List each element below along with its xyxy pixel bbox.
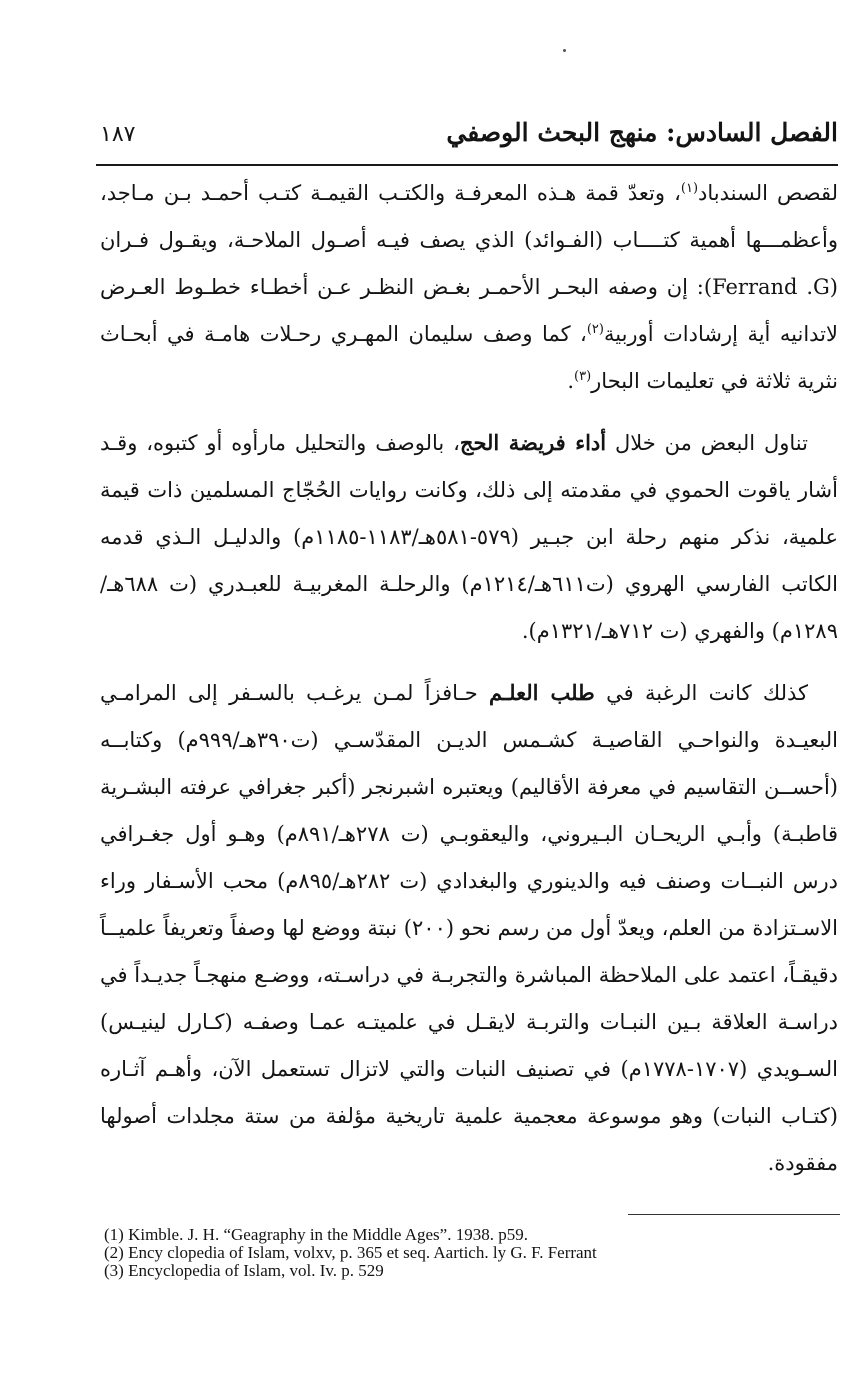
- paragraph-1-text-b: ، وتعدّ قمة هـذه المعرفـة والكتـب القيمـة كتـب أحمـد بـن مـاجد، وأعظمـــها أهمية كتــــاب (الفـوائد) الذي يصف فيـه أصـول الملاحـة، ويقـول فـران (Ferrand .G): إن وصفه البحـر الأحمـر بغـض النظـر عـن أخطـاء خطـوط العـرض لاتدانيه أية إرشادات أوربية: [100, 181, 838, 346]
- footnote-3: (3) Encyclopedia of Islam, vol. Iv. p. 529: [104, 1261, 384, 1280]
- paragraph-3: [100, 669, 838, 1187]
- footnote-ref-3: (٣): [574, 369, 592, 384]
- scan-speck: [563, 49, 566, 52]
- paragraph-2-text-b: ، بالوصف والتحليل مارأوه أو كتبوه، وقـد أشار ياقوت الحموي في مقدمته إلى ذلك، وكانت روايات الحُجّاج المسلمين ذات قيمة علمية، نذكر منهم رحلة ابن جبـير (٥٧٩-٥٨١هـ/١١٨٣-١١٨٥م) والدليـل الـذي قدمه الكاتب الفارسي الهروي (ت٦١١هـ/١٢١٤م) والرحلـة المغربيـة للعبـدري (ت ٦٨٨هـ/١٢٨٩م) والفهري (ت ٧١٢هـ/١٣٢١م).: [100, 431, 839, 643]
- running-head: [96, 118, 838, 164]
- paragraph-2: [100, 419, 838, 655]
- paragraph-1-text-c: ، كما وصف سليمان المهـري رحـلات هامـة في أبحـاث نثرية ثلاثة في تعليمات البحار: [100, 322, 838, 393]
- header-rule: [96, 164, 838, 166]
- footnote-2: (2) Ency clopedia of Islam, volxv, p. 365 et seq. Aartich. ly G. F. Ferrant: [104, 1243, 597, 1262]
- paragraph-2-bold-term: أداء فريضة الحج: [459, 430, 607, 455]
- footnotes: [104, 1226, 834, 1280]
- paragraph-1: [100, 170, 838, 405]
- paragraph-1-text-d: .: [567, 369, 575, 393]
- paragraph-3-text-b: حـافزاً لمـن يرغـب بالسـفر إلى المرامـي البعيـدة والنواحـي القاصيـة كشـمس الديـن المقدّسـي (ت٣٩٠هـ/٩٩٩م) وكتابــه (أحســن التقاسيم في معرفة الأقاليم) ويعتبره اشبرنجر (أكبر جغرافي عرفته البشـرية قاطبـة) وأبـي الريحـان البـيروني، واليعقوبـي (ت ٢٧٨هـ/٨٩١م) وهـو أول جغـرافي درس النبــات وصنف فيه والدينوري والبغدادي (ت ٢٨٢هـ/٨٩٥م) محب الأسـفار وراء الاسـتزادة من العلم، ويعدّ أول من رسم نحو (٢٠٠) نبتة ووضع لها وصفاً وتعريفاً علميــاً دقيقـاً، اعتمد على الملاحظة المباشرة والتجربـة في دراسـته، ووضـع منهجـاً جديـداً في دراسـة العلاقة بـين النبـات والتربـة لايقـل في علميتـه عمـا وصفـه (كـارل لينيـس) السـويدي (١٧٠٧-١٧٧٨م) في تصنيف النبات والتي لاتزال تستعمل الآن، وأهـم آثـاره (كتـاب النبات) وهو موسوعة معجمية علمية تاريخية مؤلفة من ستة مجلدات أصولها مفقودة.: [99, 681, 839, 1175]
- chapter-title: الفصل السادس: منهج البحث الوصفي: [446, 118, 838, 147]
- body-text: [100, 170, 838, 1187]
- paragraph-1-text-a: لقصص السندباد: [698, 181, 839, 205]
- footnote-rule: [628, 1214, 840, 1215]
- paragraph-2-text-a: تناول البعض من خلال: [606, 431, 808, 455]
- paragraph-3-bold-term: طلب العلـم: [489, 680, 595, 705]
- footnote-ref-2: (٢): [586, 322, 604, 337]
- footnote-ref-1: (١): [680, 181, 699, 196]
- footnote-1: (1) Kimble. J. H. “Geagraphy in the Middle Ages”. 1938. p59.: [104, 1225, 528, 1244]
- page-number: ١٨٧: [100, 122, 136, 147]
- paragraph-3-text-a: كذلك كانت الرغبة في: [594, 681, 808, 705]
